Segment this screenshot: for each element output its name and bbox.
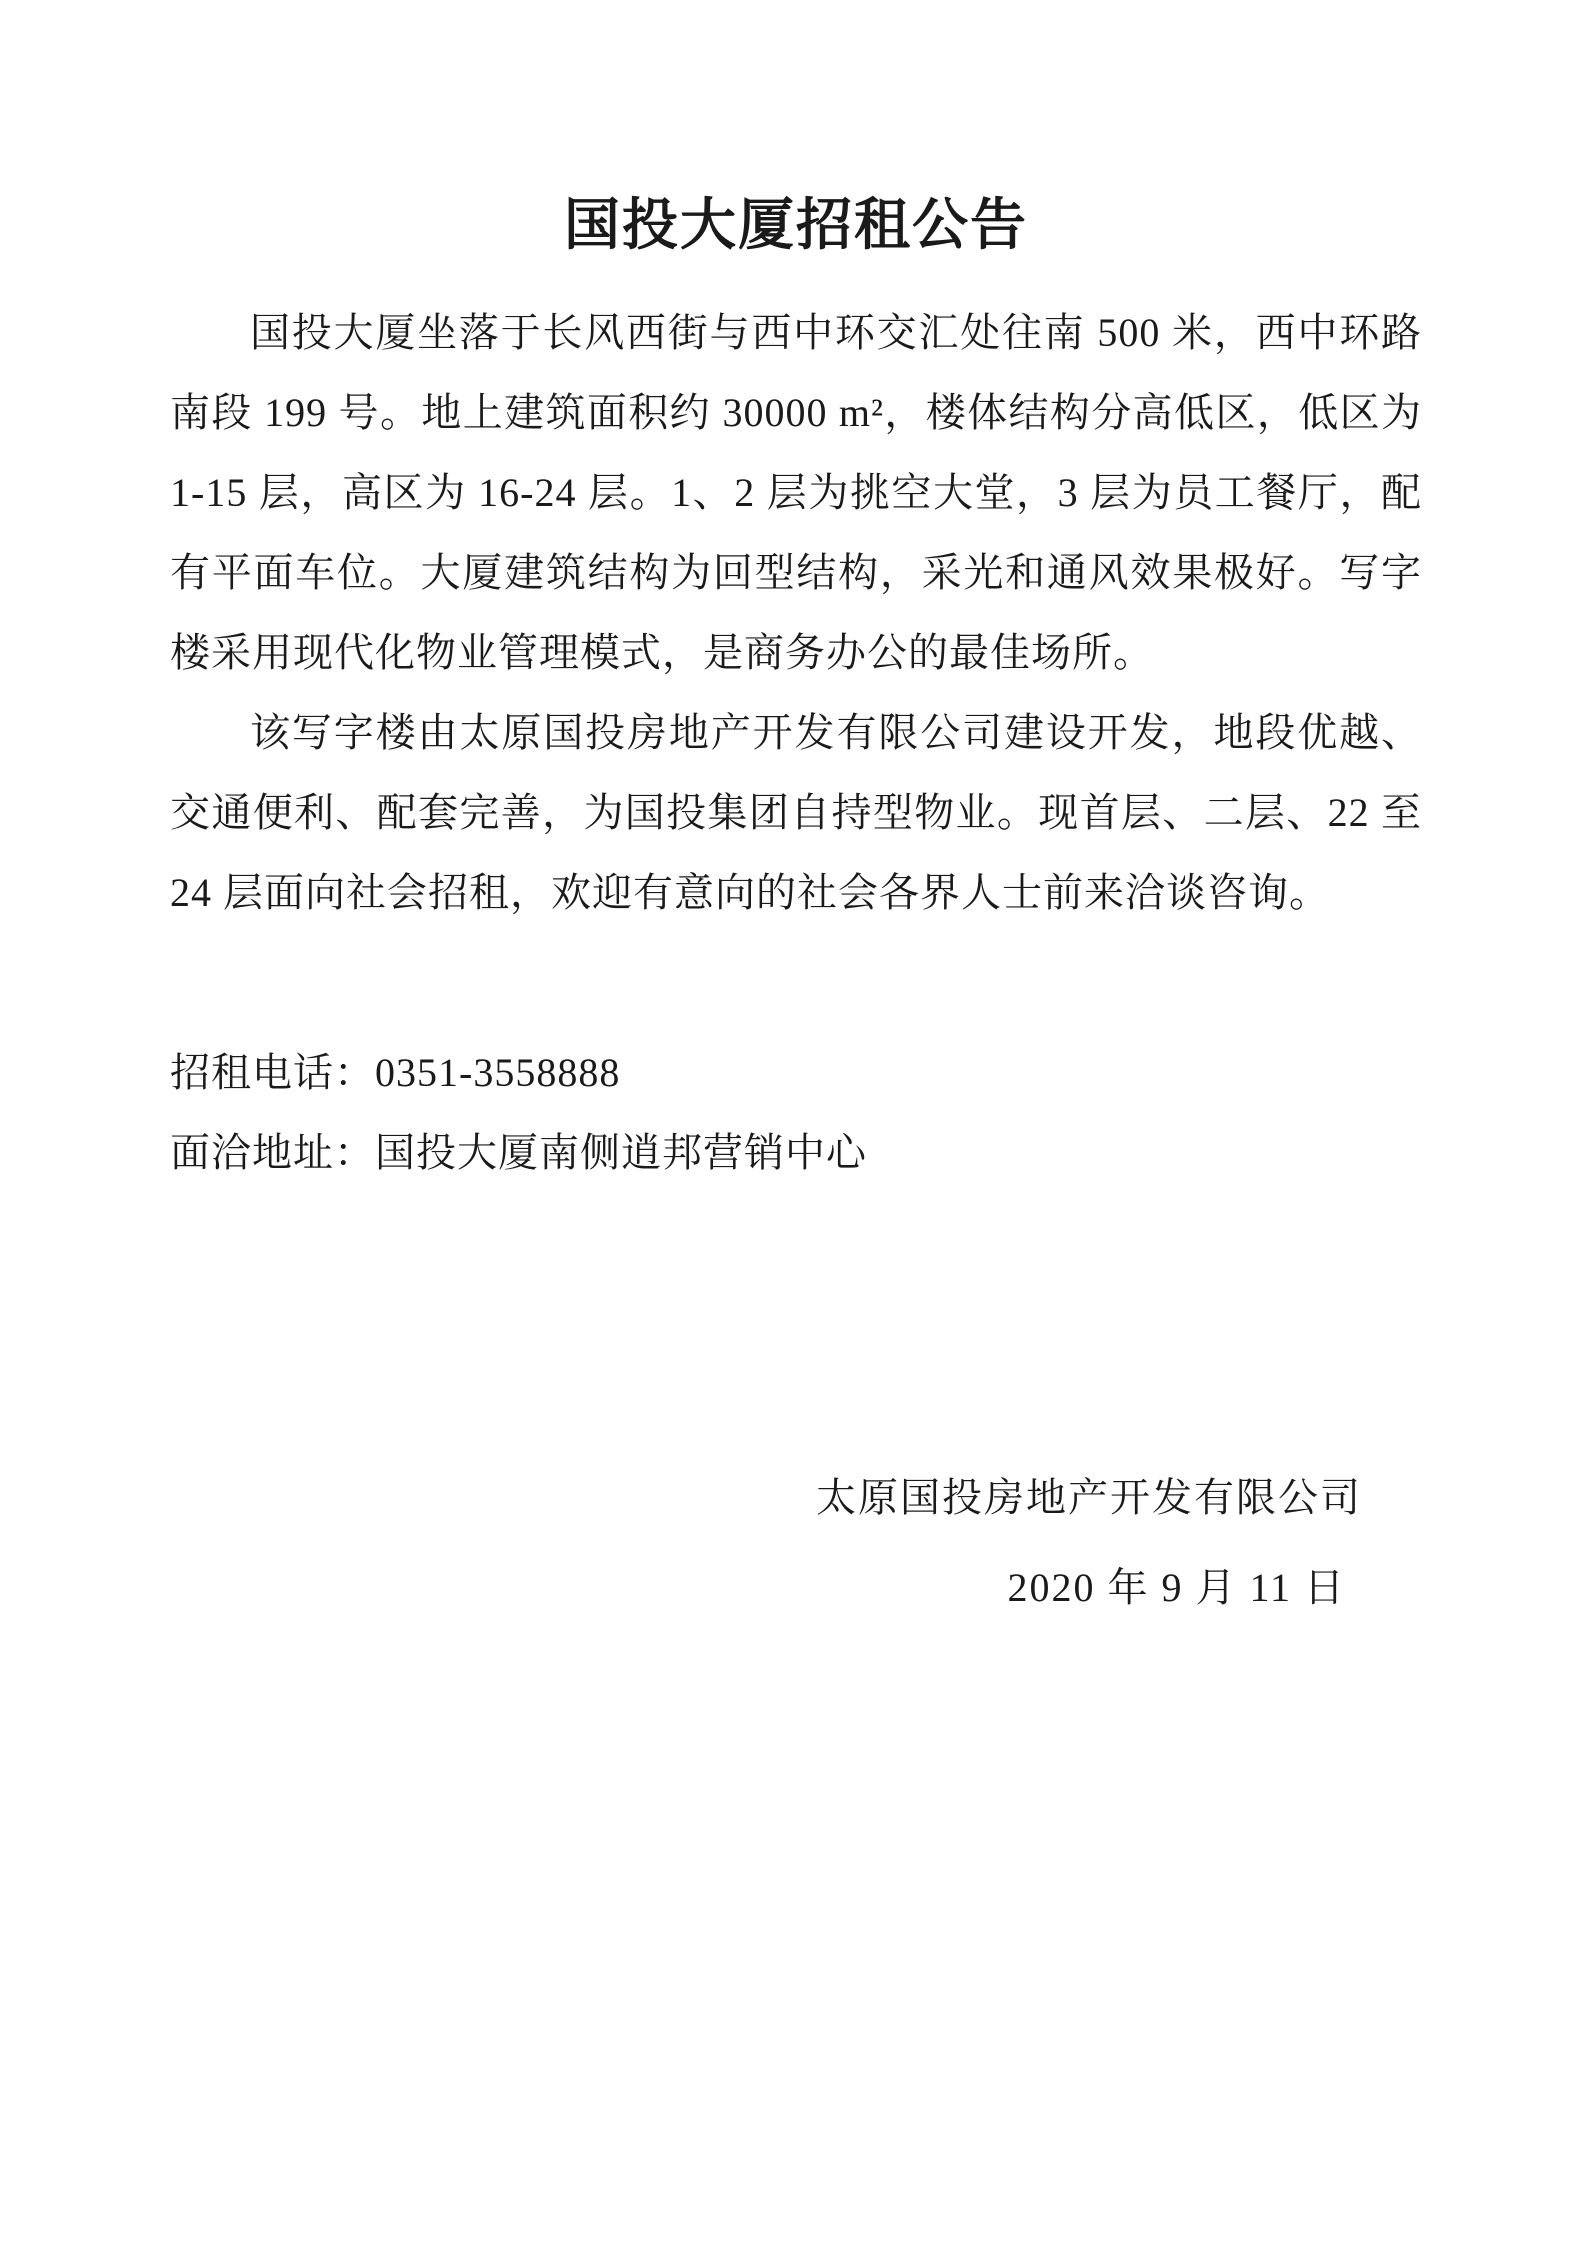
contact-block — [170, 1033, 1422, 1193]
body-paragraph-2: 该写字楼由太原国投房地产开发有限公司建设开发，地段优越、交通便利、配套完善，为国投集团自持型物业。现首层、二层、22 至 24 层面向社会招租，欢迎有意向的社会各界人士前来洽谈咨询。 — [170, 709, 1422, 915]
document-title: 国投大厦招租公告 — [564, 195, 1028, 257]
meeting-address-line: 面洽地址：国投大厦南侧逍邦营销中心 — [170, 1129, 867, 1175]
signature-company: 太原国投房地产开发有限公司 — [816, 1474, 1362, 1520]
body-paragraph-1: 国投大厦坐落于长风西街与西中环交汇处往南 500 米，西中环路南段 199 号。地上建筑面积约 30000 m²，楼体结构分高低区，低区为 1-15 层，高区为 16-24 层。1、2 层为挑空大堂，3 层为员工餐厅，配有平面车位。大厦建筑结构为回型结构，采光和通风效果极好。写字楼采用现代化物业管理模式，是商务办公的最佳场所。 — [170, 309, 1422, 675]
document-body — [170, 293, 1422, 933]
signature-date: 2020 年 9 月 11 日 — [1007, 1564, 1346, 1610]
rental-phone-line: 招租电话：0351-3558888 — [170, 1049, 621, 1095]
signature-block — [170, 1453, 1422, 1633]
